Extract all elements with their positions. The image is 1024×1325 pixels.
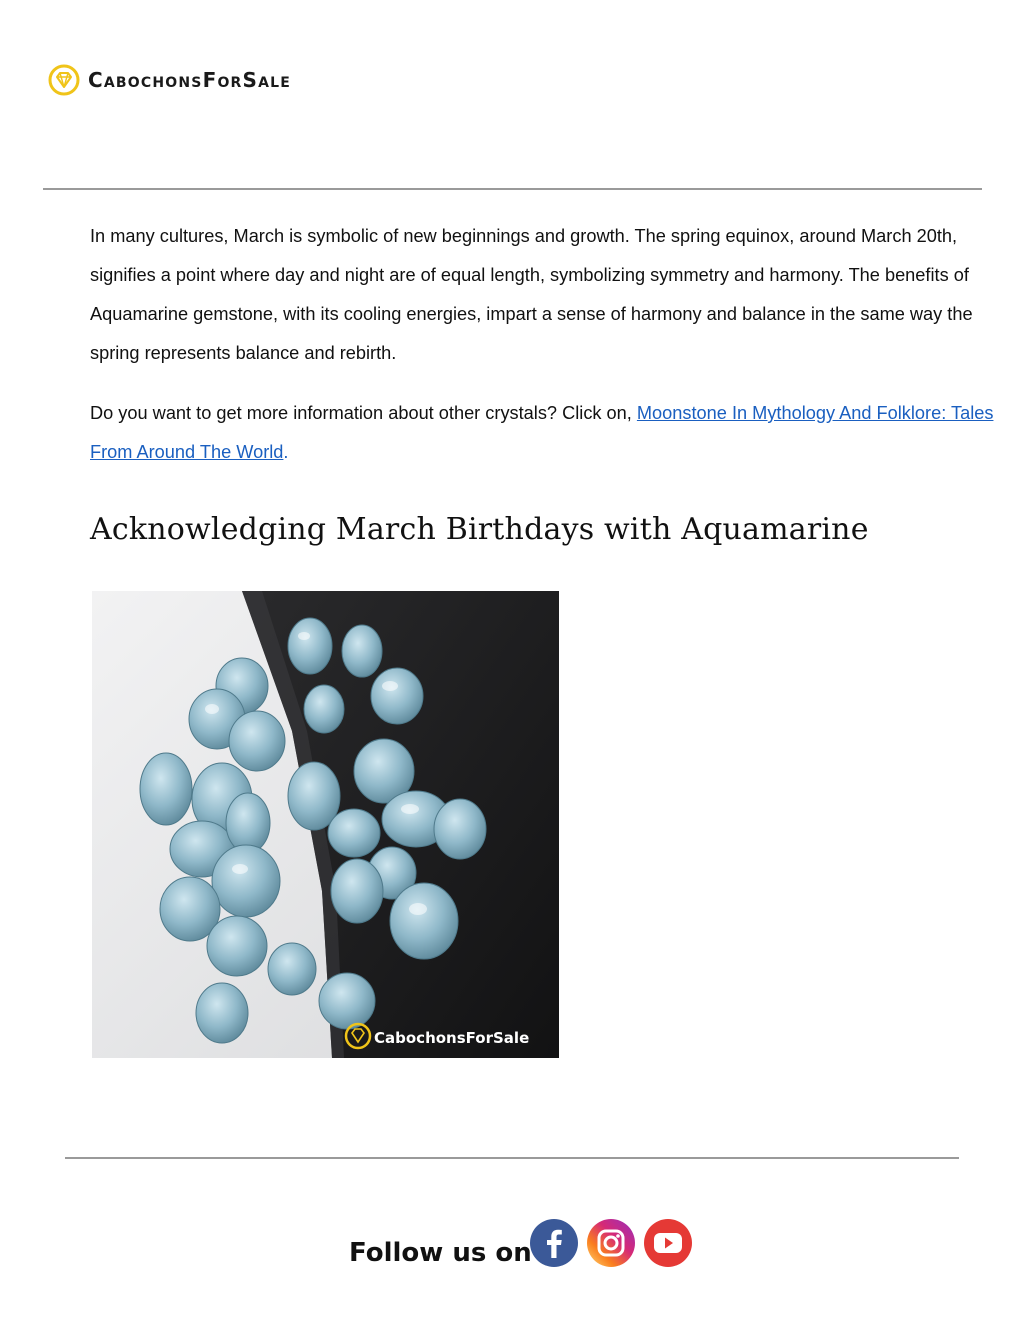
crystals-paragraph-text: Do you want to get more information about other crystals? Click on, bbox=[90, 403, 637, 423]
section-heading: Acknowledging March Birthdays with Aquamarine bbox=[90, 512, 869, 547]
facebook-icon bbox=[529, 1218, 579, 1268]
crystals-paragraph bbox=[90, 394, 1005, 472]
aquamarine-cabochons-photo bbox=[92, 591, 559, 1058]
brand-name: CabochonsForSale bbox=[88, 68, 292, 92]
facebook-link[interactable] bbox=[529, 1218, 579, 1268]
follow-us-label: Follow us on bbox=[349, 1238, 532, 1268]
youtube-link[interactable] bbox=[643, 1218, 693, 1268]
instagram-link[interactable] bbox=[586, 1218, 636, 1268]
gem-logo-icon bbox=[48, 64, 80, 96]
intro-paragraph: In many cultures, March is symbolic of new beginnings and growth. The spring equinox, around March 20th, signifies a point where day and night are of equal length, symbolizing symmetry and harmony. The benefits of Aquamarine gemstone, with its cooling energies, impart a sense of harmony and balance in the same way the spring represents balance and rebirth. bbox=[90, 226, 973, 363]
photo-watermark-text: CabochonsForSale bbox=[374, 1029, 530, 1047]
moonstone-article-link[interactable]: Moonstone In Mythology And Folklore: Tales From Around The World bbox=[90, 403, 994, 462]
site-logo[interactable] bbox=[48, 64, 291, 96]
link-period: . bbox=[283, 442, 289, 462]
bottom-divider bbox=[65, 1157, 959, 1159]
top-divider bbox=[43, 188, 982, 190]
instagram-icon bbox=[586, 1218, 636, 1268]
youtube-icon bbox=[643, 1218, 693, 1268]
